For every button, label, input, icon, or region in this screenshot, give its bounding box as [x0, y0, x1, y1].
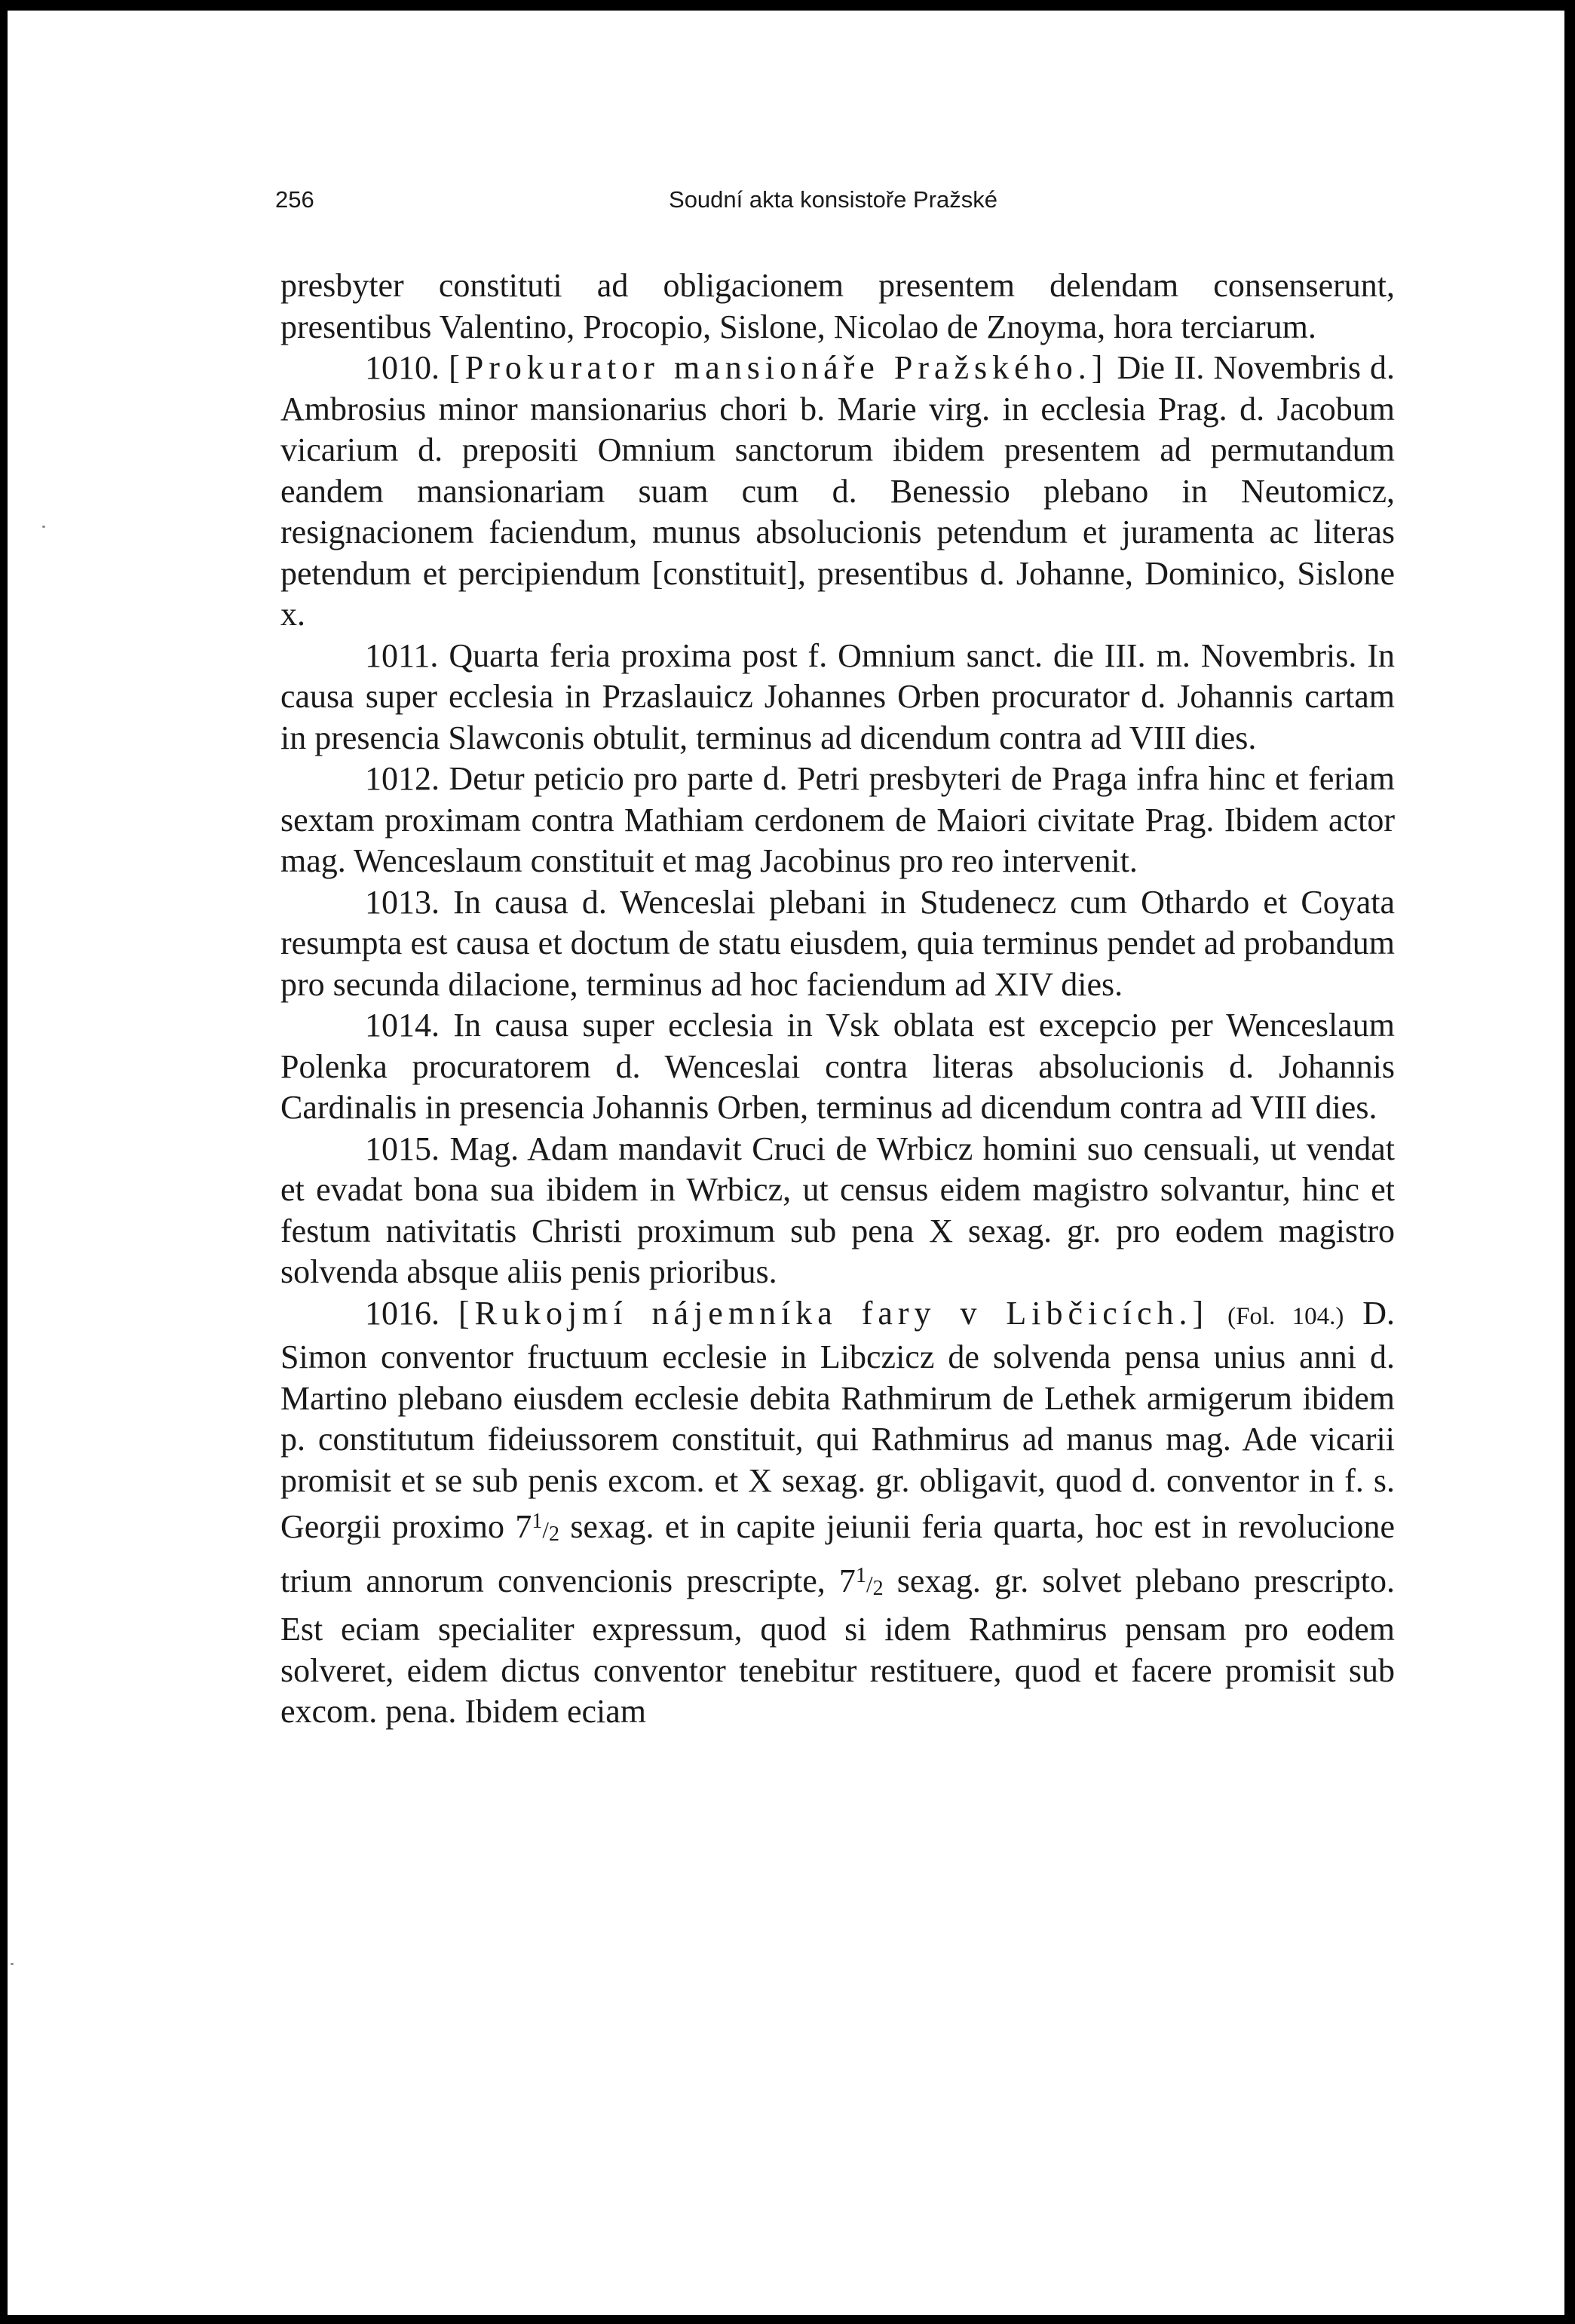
entry-text: Quarta feria proxima post f. Omnium sanct. die III. m. Novembris. In causa super ecclesia in Przaslauicz Johannes Orben procurator d. Johannis cartam in presencia Slawconis obtulit, terminus ad dicendum contra ad VIII dies.: [280, 636, 1396, 756]
entry-number: 1010.: [365, 349, 440, 386]
entry-1016: [280, 1293, 1395, 1733]
entry-text: Mag. Adam mandavit Cruci de Wrbicz homini suo censuali, ut vendat et evadat bona sua ibidem in Wrbicz, ut census eidem magistro solvantur, hinc et festum nativitatis Christi proximum sub pena X sexag. gr. pro eodem magistro solvenda absque aliis penis prioribus.: [280, 1130, 1395, 1290]
paragraph-text: presbyter constituti ad obligacionem presentem delendam consenserunt, presentibus Valentino, Procopio, Sislone, Nicolao de Znoyma, hora terciarum.: [280, 267, 1395, 345]
entry-text: Die II. Novembris d. Ambrosius minor mansionarius chori b. Marie virg. in ecclesia Prag. d. Jacobum vicarium d. prepositi Omnium sanctorum ibidem presentem ad permutandum eandem mansionariam suam cum d. Benessio plebano in Neutomicz, resignacionem faciendum, munus absolucionis petendum et juramenta ac literas petendum et percipiendum [constituit], presentibus d. Johanne, Dominico, Sislone x.: [280, 349, 1396, 633]
entry-number: 1014.: [365, 1007, 440, 1044]
paragraph-continuation: [280, 265, 1395, 348]
entry-text-part-c: sexag. gr. solvet plebano prescripto. Est eciam specialiter expressum, quod si idem Rathmirus pensam pro eodem solveret, eidem dictus conventor tenebitur restituere, quod et facere promisit sub excom. pena. Ibidem eciam: [280, 1562, 1396, 1730]
entry-1011: [280, 636, 1395, 759]
entry-text-part-a: D. Simon conventor fructuum ecclesie in Libczicz de solvenda pensa unius anni d. Martino plebano eiusdem ecclesie debita Rathmirum de Lethek armigerum ibidem p. constitutum fideiussorem constituit, qui Rathmirus ad manus mag. Ade vicarii promisit et se sub penis excom. et X sexag. gr. obligavit, quod d. conventor in f. s. Georgii proximo 7: [280, 1294, 1396, 1545]
entry-text: In causa super ecclesia in Vsk oblata est excepcio per Wenceslaum Polenka procuratorem d. Wenceslai contra literas absolucionis d. Johannis Cardinalis in presencia Johannis Orben, terminus ad dicendum contra ad VIII dies.: [280, 1007, 1396, 1126]
entry-1014: [280, 1005, 1395, 1129]
entry-1015: [280, 1129, 1395, 1293]
entry-text-part-b: sexag. et in capite jeiunii feria quarta, hoc est in revolucione trium annorum convencionis prescripte, 7: [280, 1508, 1396, 1599]
entry-text: In causa d. Wenceslai plebani in Studenecz cum Othardo et Coyata resumpta est causa et doctum de statu eiusdem, quia terminus pendet ad probandum pro secunda dilacione, terminus ad hoc faciendum ad XIV dies.: [280, 883, 1395, 1003]
scan-speck: [11, 1963, 14, 1965]
fraction: $^1/_2$: [532, 1510, 559, 1546]
entry-number: 1016.: [365, 1294, 440, 1332]
entry-rubric: [Prokurator mansionáře Pražského.]: [449, 349, 1108, 386]
folio-reference: (Fol. 104.): [1227, 1302, 1344, 1330]
scan-speck: [42, 526, 45, 528]
fraction-numerator: 1: [855, 1563, 866, 1587]
fraction-numerator: 1: [532, 1510, 543, 1533]
page-number: 256: [275, 186, 314, 213]
entry-1010: [280, 348, 1395, 636]
entry-number: 1012.: [365, 760, 440, 797]
fraction: $^1/_2$: [855, 1563, 884, 1600]
fraction-denominator: 2: [548, 1522, 559, 1546]
document-body: [280, 265, 1395, 1733]
entry-1012: [280, 759, 1395, 882]
entry-text: Detur peticio pro parte d. Petri presbyteri de Praga infra hinc et feriam sextam proximam contra Mathiam cerdonem de Maiori civitate Prag. Ibidem actor mag. Wenceslaum constituit et mag Jacobinus pro reo intervenit.: [280, 760, 1395, 879]
entry-number: 1015.: [365, 1130, 440, 1167]
running-title: Soudní akta konsistoře Pražské: [669, 186, 997, 213]
entry-number: 1013.: [365, 883, 440, 921]
entry-rubric: [Rukojmí nájemníka fary v Libčicích.]: [458, 1294, 1209, 1332]
fraction-denominator: 2: [872, 1576, 884, 1600]
entry-1013: [280, 882, 1395, 1006]
page-header: [275, 186, 1391, 224]
entry-number: 1011.: [365, 636, 439, 674]
